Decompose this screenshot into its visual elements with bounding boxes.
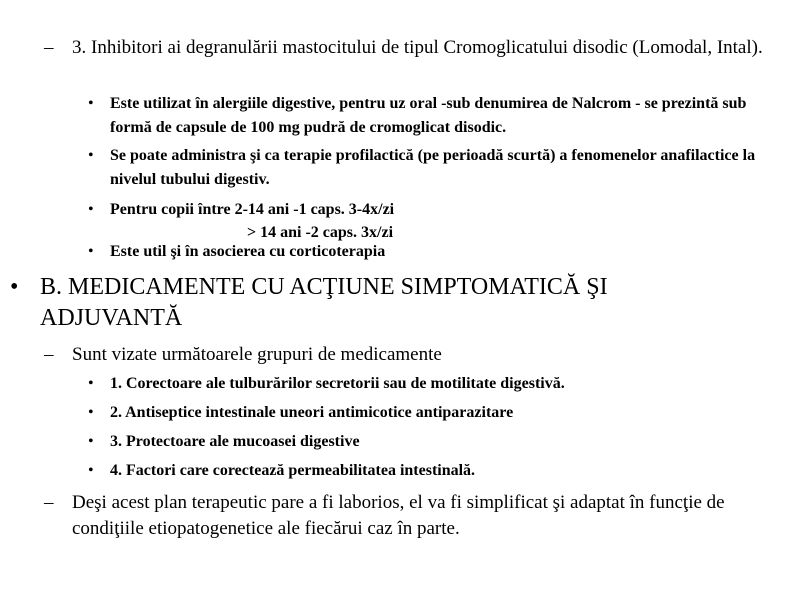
bullet-marker: • — [88, 375, 94, 392]
bullet-marker: • — [88, 433, 94, 450]
bullet-marker: • — [88, 462, 94, 479]
bullet-marker: • — [88, 201, 94, 218]
group-text: 2. Antiseptice intestinale uneori antimicotice antiparazitare — [110, 404, 514, 421]
group-text: 3. Protectoare ale mucoasei digestive — [110, 433, 360, 450]
bullet-marker: • — [88, 404, 94, 421]
dash-marker: – — [44, 492, 54, 513]
group-text: 4. Factori care corectează permeabilitatea intestinală. — [110, 462, 476, 479]
groups-intro-text: Sunt vizate următoarele grupuri de medicamente — [72, 344, 442, 365]
bullet-marker: • — [88, 95, 94, 112]
nalcrom-bullet — [88, 92, 780, 140]
group-item — [88, 430, 780, 454]
corticotherapy-text: Este util şi în asocierea cu corticoterapia — [110, 243, 386, 260]
inhibitors-text: 3. Inhibitori ai degranulării mastocitului de tipul Cromoglicatului disodic (Lomodal, Intal). — [72, 37, 763, 58]
dosage-text: Pentru copii între 2-14 ani -1 caps. 3-4x/zi — [110, 201, 395, 218]
prophylactic-bullet — [88, 144, 780, 192]
dosage-bullet — [88, 198, 780, 244]
conclusion-item — [44, 490, 772, 542]
bullet-marker: • — [10, 274, 19, 300]
dash-marker: – — [44, 344, 54, 365]
groups-intro-item — [44, 342, 772, 368]
dosage-continuation: > 14 ani -2 caps. 3x/zi — [247, 224, 394, 241]
corticotherapy-bullet — [88, 240, 780, 264]
prophylactic-text: Se poate administra şi ca terapie profilactică (pe perioadă scurtă) a fenomenelor anafilactice la nivelul tubului digestiv. — [110, 147, 756, 188]
nalcrom-text: Este utilizat în alergiile digestive, pentru uz oral -sub denumirea de Nalcrom - se prezintă sub formă de capsule de 100 mg pudră de cromoglicat disodic. — [110, 95, 747, 136]
group-text: 1. Corectoare ale tulburărilor secretorii sau de motilitate digestivă. — [110, 375, 565, 392]
bullet-marker: • — [88, 147, 94, 164]
group-item — [88, 372, 780, 396]
group-item — [88, 401, 780, 425]
section-b-heading — [10, 272, 740, 334]
conclusion-text: Deşi acest plan terapeutic pare a fi laborios, el va fi simplificat şi adaptat în funcţie de condiţiile etiopatogenetice ale fiecărui caz în parte. — [72, 492, 725, 539]
inhibitors-item — [44, 35, 772, 61]
dash-marker: – — [44, 37, 54, 58]
section-b-heading-text: B. MEDICAMENTE CU ACŢIUNE SIMPTOMATICĂ ŞI ADJUVANTĂ — [40, 274, 608, 331]
group-item — [88, 459, 780, 483]
bullet-marker: • — [88, 243, 94, 260]
